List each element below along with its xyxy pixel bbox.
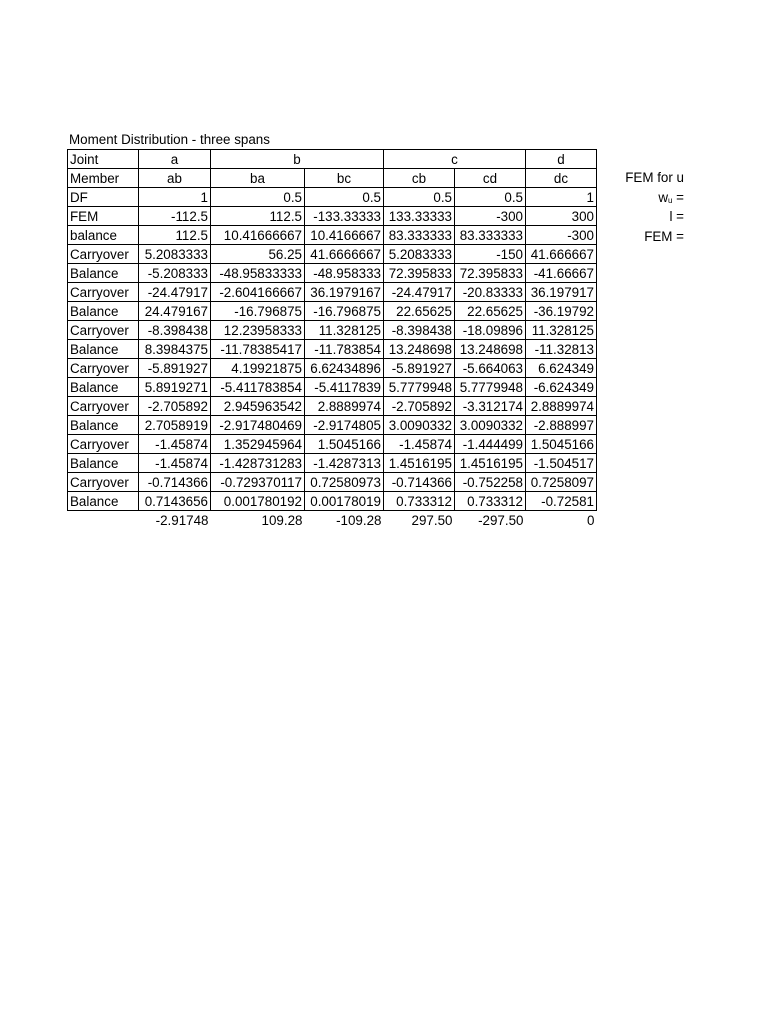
table-row <box>68 245 597 264</box>
table-cell[interactable]: 22.65625 <box>455 302 526 321</box>
table-cell[interactable]: -1.4287313 <box>305 454 384 473</box>
total-cell[interactable]: -297.50 <box>478 512 524 528</box>
table-cell[interactable]: -48.95833333 <box>211 264 305 283</box>
table-cell[interactable]: 1.4516195 <box>455 454 526 473</box>
table-cell[interactable]: -18.09896 <box>455 321 526 340</box>
table-cell[interactable]: -24.47917 <box>384 283 455 302</box>
table-cell[interactable]: 0.5 <box>211 188 305 207</box>
table-cell[interactable]: 1 <box>526 188 597 207</box>
table-cell[interactable]: 1 <box>139 188 211 207</box>
table-cell[interactable]: 112.5 <box>211 207 305 226</box>
table-cell[interactable]: 5.2083333 <box>384 245 455 264</box>
table-cell[interactable]: 5.8919271 <box>139 378 211 397</box>
table-cell[interactable]: 22.65625 <box>384 302 455 321</box>
table-cell[interactable]: -1.444499 <box>455 435 526 454</box>
table-cell[interactable]: 2.7058919 <box>139 416 211 435</box>
joint-row <box>68 150 597 169</box>
l-label: l = <box>669 209 684 224</box>
table-row <box>68 226 597 245</box>
table-cell[interactable]: -5.411783854 <box>211 378 305 397</box>
totals-blank-cell[interactable] <box>68 511 139 530</box>
table-row <box>68 283 597 302</box>
table-cell[interactable]: 10.4166667 <box>305 226 384 245</box>
table-cell[interactable]: 6.62434896 <box>305 359 384 378</box>
table-cell[interactable]: 13.248698 <box>455 340 526 359</box>
table-cell[interactable]: -2.917480469 <box>211 416 305 435</box>
row-label[interactable]: balance <box>68 226 139 245</box>
table-cell[interactable]: 0.5 <box>305 188 384 207</box>
table-cell[interactable]: 3.0090332 <box>384 416 455 435</box>
table-cell[interactable]: 2.8889974 <box>305 397 384 416</box>
table-row <box>68 264 597 283</box>
row-label[interactable]: Carryover <box>68 245 139 264</box>
member-bc[interactable]: bc <box>305 169 384 188</box>
table-cell[interactable]: 56.25 <box>211 245 305 264</box>
table-row <box>68 188 597 207</box>
member-ab[interactable]: ab <box>139 169 211 188</box>
total-cell[interactable]: 109.28 <box>261 512 303 528</box>
row-label[interactable]: Carryover <box>68 473 139 492</box>
table-cell[interactable]: -1.45874 <box>139 454 211 473</box>
member-label[interactable]: Member <box>68 169 139 188</box>
table-cell[interactable]: 8.3984375 <box>139 340 211 359</box>
row-label[interactable]: Carryover <box>68 397 139 416</box>
table-cell[interactable]: -112.5 <box>139 207 211 226</box>
table-cell[interactable]: 0.001780192 <box>211 492 305 511</box>
table-cell[interactable]: 1.4516195 <box>384 454 455 473</box>
table-cell[interactable]: -300 <box>455 207 526 226</box>
table-cell[interactable]: -2.604166667 <box>211 283 305 302</box>
table-cell[interactable]: -41.66667 <box>526 264 597 283</box>
table-cell[interactable]: 300 <box>526 207 597 226</box>
table-cell[interactable]: -8.398438 <box>384 321 455 340</box>
table-cell[interactable]: -36.19792 <box>526 302 597 321</box>
fem-eq-label: FEM = <box>644 229 684 244</box>
table-cell[interactable]: -3.312174 <box>455 397 526 416</box>
table-cell[interactable]: -5.891927 <box>139 359 211 378</box>
row-label[interactable]: Carryover <box>68 359 139 378</box>
table-cell[interactable]: -0.72581 <box>526 492 597 511</box>
table-cell[interactable]: -5.891927 <box>384 359 455 378</box>
table-row <box>68 359 597 378</box>
table-cell[interactable]: -1.45874 <box>139 435 211 454</box>
moment-distribution-table <box>67 149 597 529</box>
row-label[interactable]: Balance <box>68 416 139 435</box>
joint-c[interactable]: c <box>384 150 526 169</box>
table-cell[interactable]: -300 <box>526 226 597 245</box>
total-cell[interactable]: 297.50 <box>411 512 453 528</box>
joint-d[interactable]: d <box>526 150 597 169</box>
table-cell[interactable]: 72.395833 <box>384 264 455 283</box>
total-cell[interactable]: 0 <box>587 512 595 528</box>
table-cell[interactable]: -1.504517 <box>526 454 597 473</box>
table-cell[interactable]: -2.888997 <box>526 416 597 435</box>
fem-for-label: FEM for u <box>625 170 684 185</box>
table-cell[interactable]: 11.328125 <box>305 321 384 340</box>
table-cell[interactable]: 1.5045166 <box>526 435 597 454</box>
row-label[interactable]: Carryover <box>68 435 139 454</box>
table-cell[interactable]: 0.00178019 <box>305 492 384 511</box>
table-cell[interactable]: 36.197917 <box>526 283 597 302</box>
table-row <box>68 207 597 226</box>
table-cell[interactable]: -0.714366 <box>139 473 211 492</box>
table-cell[interactable]: 5.7779948 <box>384 378 455 397</box>
table-cell[interactable]: 41.666667 <box>526 245 597 264</box>
table-cell[interactable]: -1.428731283 <box>211 454 305 473</box>
table-cell[interactable]: 5.7779948 <box>455 378 526 397</box>
table-cell[interactable]: 2.945963542 <box>211 397 305 416</box>
table-cell[interactable]: 72.395833 <box>455 264 526 283</box>
table-cell[interactable]: 5.2083333 <box>139 245 211 264</box>
table-cell[interactable]: 41.6666667 <box>305 245 384 264</box>
table-row <box>68 454 597 473</box>
table-cell[interactable]: -5.664063 <box>455 359 526 378</box>
table-cell[interactable]: 2.8889974 <box>526 397 597 416</box>
totals-row <box>68 511 597 530</box>
member-cb[interactable]: cb <box>384 169 455 188</box>
table-cell[interactable]: -0.729370117 <box>211 473 305 492</box>
table-cell[interactable]: 0.7143656 <box>139 492 211 511</box>
table-cell[interactable]: 1.5045166 <box>305 435 384 454</box>
table-row <box>68 473 597 492</box>
row-label[interactable]: Carryover <box>68 321 139 340</box>
table-cell[interactable]: 3.0090332 <box>455 416 526 435</box>
table-cell[interactable]: 11.328125 <box>526 321 597 340</box>
sheet-title: Moment Distribution - three spans <box>69 132 270 147</box>
table-row <box>68 492 597 511</box>
row-label[interactable]: Balance <box>68 340 139 359</box>
table-cell[interactable]: 1.352945964 <box>211 435 305 454</box>
joint-b[interactable]: b <box>211 150 384 169</box>
table-cell[interactable]: -6.624349 <box>526 378 597 397</box>
table-row <box>68 321 597 340</box>
wu-label: $w_u$ = <box>658 190 684 205</box>
table-cell[interactable]: -5.208333 <box>139 264 211 283</box>
table-cell[interactable]: 112.5 <box>139 226 211 245</box>
table-cell[interactable]: -20.83333 <box>455 283 526 302</box>
table-cell[interactable]: 10.41666667 <box>211 226 305 245</box>
table-cell[interactable]: 0.5 <box>455 188 526 207</box>
row-label[interactable]: Balance <box>68 492 139 511</box>
table-cell[interactable]: 6.624349 <box>526 359 597 378</box>
table-cell[interactable]: -16.796875 <box>211 302 305 321</box>
table-cell[interactable]: -11.783854 <box>305 340 384 359</box>
table-cell[interactable]: -5.4117839 <box>305 378 384 397</box>
table-cell[interactable]: 12.23958333 <box>211 321 305 340</box>
table-cell[interactable]: -0.714366 <box>384 473 455 492</box>
table-row <box>68 435 597 454</box>
table-row <box>68 397 597 416</box>
row-label[interactable]: Carryover <box>68 283 139 302</box>
total-cell[interactable]: -109.28 <box>336 512 382 528</box>
table-cell[interactable]: 133.33333 <box>384 207 455 226</box>
joint-label[interactable]: Joint <box>68 150 139 169</box>
table-cell[interactable]: -150 <box>455 245 526 264</box>
table-cell[interactable]: -0.752258 <box>455 473 526 492</box>
row-label[interactable]: Balance <box>68 302 139 321</box>
row-label[interactable]: Balance <box>68 454 139 473</box>
table-row <box>68 416 597 435</box>
table-cell[interactable]: 83.333333 <box>455 226 526 245</box>
table-cell[interactable]: -2.705892 <box>139 397 211 416</box>
table-row <box>68 378 597 397</box>
table-cell[interactable]: -48.958333 <box>305 264 384 283</box>
row-label[interactable]: DF <box>68 188 139 207</box>
row-label[interactable]: Balance <box>68 378 139 397</box>
table-row <box>68 302 597 321</box>
table-cell[interactable]: -24.47917 <box>139 283 211 302</box>
table-cell[interactable]: 83.333333 <box>384 226 455 245</box>
table-cell[interactable]: 4.19921875 <box>211 359 305 378</box>
total-cell[interactable]: -2.91748 <box>155 512 209 528</box>
member-row <box>68 169 597 188</box>
table-cell[interactable]: 36.1979167 <box>305 283 384 302</box>
row-label[interactable]: Balance <box>68 264 139 283</box>
member-dc[interactable]: dc <box>526 169 597 188</box>
table-cell[interactable]: 0.5 <box>384 188 455 207</box>
joint-a[interactable]: a <box>139 150 211 169</box>
table-cell[interactable]: 0.733312 <box>384 492 455 511</box>
member-ba[interactable]: ba <box>211 169 305 188</box>
table-cell[interactable]: -1.45874 <box>384 435 455 454</box>
table-cell[interactable]: 0.72580973 <box>305 473 384 492</box>
table-cell[interactable]: 0.7258097 <box>526 473 597 492</box>
member-cd[interactable]: cd <box>455 169 526 188</box>
table-row <box>68 340 597 359</box>
table-cell[interactable]: -16.796875 <box>305 302 384 321</box>
table-cell[interactable]: -11.78385417 <box>211 340 305 359</box>
table-cell[interactable]: -2.9174805 <box>305 416 384 435</box>
table-cell[interactable]: -11.32813 <box>526 340 597 359</box>
table-cell[interactable]: 0.733312 <box>455 492 526 511</box>
table-cell[interactable]: 24.479167 <box>139 302 211 321</box>
table-cell[interactable]: -8.398438 <box>139 321 211 340</box>
table-cell[interactable]: -2.705892 <box>384 397 455 416</box>
row-label[interactable]: FEM <box>68 207 139 226</box>
table-cell[interactable]: 13.248698 <box>384 340 455 359</box>
table-cell[interactable]: -133.33333 <box>305 207 384 226</box>
